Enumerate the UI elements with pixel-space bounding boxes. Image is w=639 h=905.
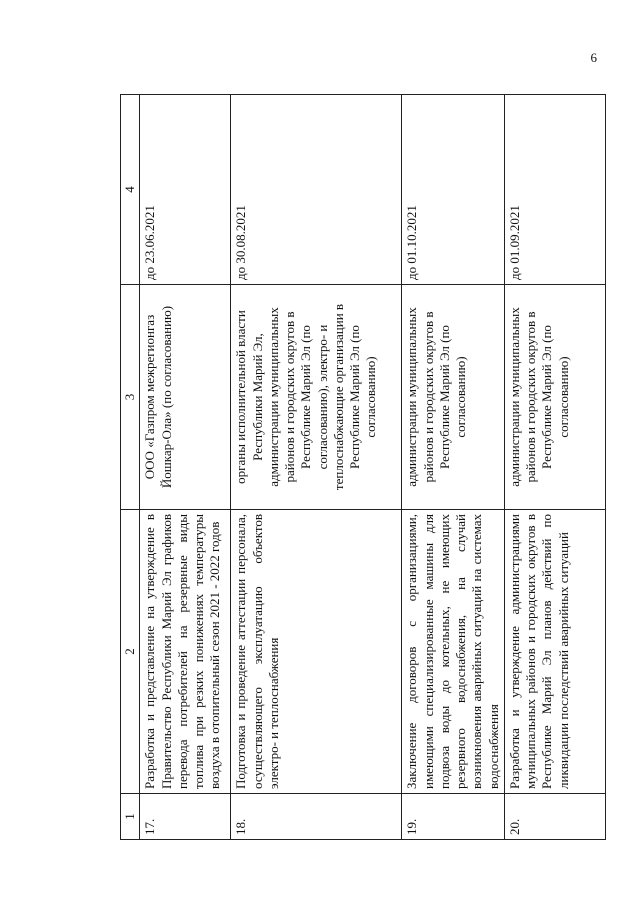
table-row xyxy=(140,95,231,840)
responsible-party: органы исполнительной власти Республики Марий Эл, администрации муниципальных районов и городских округов в Республике Марий Эл (по согласованию), электро- и теплоснабжающие организации в Республике Марий Эл (по согласованию) xyxy=(231,285,402,510)
deadline: до 30.08.2021 xyxy=(231,95,402,285)
deadline: до 23.06.2021 xyxy=(140,95,231,285)
page-number: 6 xyxy=(590,50,597,65)
header-col-3: 3 xyxy=(121,285,140,510)
row-number: 17. xyxy=(140,794,231,840)
header-col-1: 1 xyxy=(121,794,140,840)
measure-name: Разработка и представление на утверждение в Правительство Республики Марий Эл графиков перевода потребителей на резервные виды топлива при резких понижениях температуры воздуха в отопительный сезон 2021 - 2022 годов xyxy=(140,510,231,794)
header-col-4: 4 xyxy=(121,95,140,285)
responsible-party: администрации муниципальных районов и городских округов в Республике Марий Эл (по согласованию) xyxy=(402,285,505,510)
measure-name: Разработка и утверждение администрациями муниципальных районов и городских округов в Республике Марий Эл планов действий по ликвидации последствий аварийных ситуаций xyxy=(504,510,605,794)
deadline: до 01.10.2021 xyxy=(402,95,505,285)
row-number: 18. xyxy=(231,794,402,840)
responsible-party: администрации муниципальных районов и городских округов в Республике Марий Эл (по согласованию) xyxy=(504,285,605,510)
measures-table xyxy=(120,94,606,840)
table-row xyxy=(504,95,605,840)
rotated-table-canvas xyxy=(120,95,630,840)
header-col-2: 2 xyxy=(121,510,140,794)
responsible-party: ООО «Газпром межрегионгаз Йошкар-Ола» (по согласованию) xyxy=(140,285,231,510)
deadline: до 01.09.2021 xyxy=(504,95,605,285)
measure-name: Подготовка и проведение аттестации персонала, осуществляющего эксплуатацию объектов электро- и теплоснабжения xyxy=(231,510,402,794)
row-number: 19. xyxy=(402,794,505,840)
table-header-row xyxy=(121,95,140,840)
table-row xyxy=(402,95,505,840)
measure-name: Заключение договоров с организациями, имеющими специализированные машины для подвоза воды до котельных, не имеющих резервного водоснабжения, на случай возникновения аварийных ситуаций на системах водоснабжения xyxy=(402,510,505,794)
table-row xyxy=(231,95,402,840)
row-number: 20. xyxy=(504,794,605,840)
